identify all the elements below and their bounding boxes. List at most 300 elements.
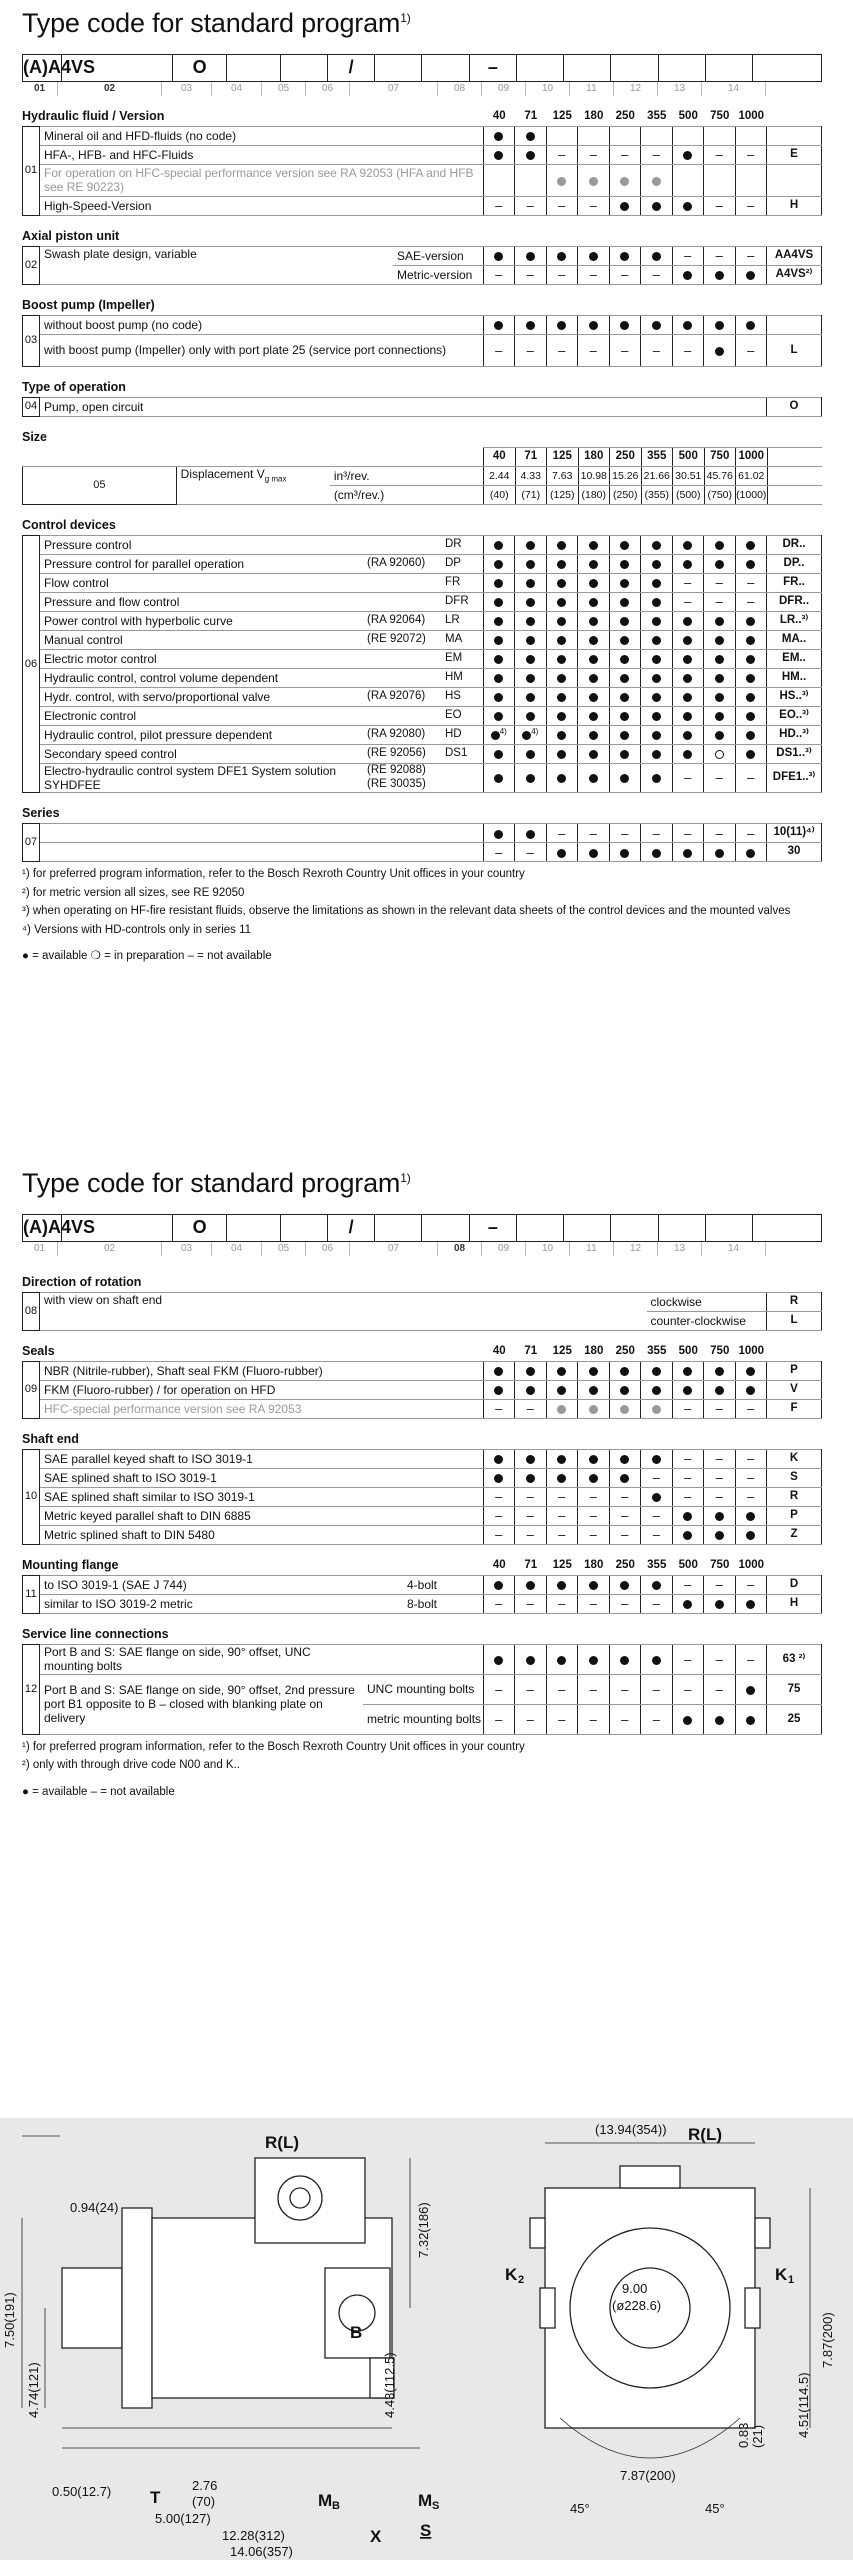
availability-cell	[609, 1575, 641, 1594]
row-description	[40, 843, 484, 862]
availability-cell: –	[578, 1594, 610, 1613]
shaft-body	[62, 2268, 122, 2348]
size-header: 125	[552, 110, 572, 123]
availability-cell	[735, 1380, 767, 1399]
availability-cell	[515, 668, 547, 687]
availability-cell: –	[704, 1399, 736, 1418]
available-dot	[526, 151, 535, 160]
row-code: L	[767, 334, 822, 366]
table-row	[23, 1487, 822, 1506]
availability-cell	[641, 1487, 673, 1506]
available-dot	[746, 1716, 755, 1725]
availability-cell	[515, 554, 547, 573]
availability-cell: –	[515, 1594, 547, 1613]
row-description: Electro-hydraulic control system DFE1 System solution SYHDFEE	[40, 763, 364, 792]
available-dot	[652, 598, 661, 607]
hydraulic-table	[22, 126, 822, 216]
code-position-numbers-2	[22, 1241, 822, 1256]
availability-cell: –	[641, 824, 673, 843]
availability-cell: –	[704, 824, 736, 843]
available-dot	[557, 712, 566, 721]
section-number: 09	[23, 1361, 40, 1418]
available-dot	[494, 1386, 503, 1395]
availability-cell	[641, 554, 673, 573]
label-rl-front: R(L)	[688, 2125, 722, 2144]
unit: (cm³/rev.)	[330, 485, 484, 504]
row-code: H	[767, 1594, 822, 1613]
port-k2	[540, 2288, 555, 2328]
available-dot	[746, 636, 755, 645]
page-1	[22, 8, 822, 964]
row-reference	[363, 535, 441, 554]
section-number: 03	[23, 315, 40, 366]
code-cell: O	[173, 54, 227, 81]
available-dot	[620, 1656, 629, 1665]
code-cell	[564, 1214, 611, 1241]
available-dot	[620, 252, 629, 261]
availability-cell	[578, 1468, 610, 1487]
availability-cell	[641, 164, 673, 196]
row-abbreviation: FR	[441, 573, 483, 592]
availability-cell	[641, 1399, 673, 1418]
available-dot	[683, 655, 692, 664]
availability-cell: –	[483, 1506, 515, 1525]
dim-474: 4.74(121)	[26, 2362, 41, 2418]
code-position: 04	[212, 82, 262, 96]
row-code: P	[767, 1361, 822, 1380]
available-dot	[494, 598, 503, 607]
available-dot	[715, 731, 724, 740]
row-description: Hydraulic control, pilot pressure dependent	[40, 725, 364, 744]
availability-cell	[735, 668, 767, 687]
axial-table	[22, 246, 822, 285]
page-title: Type code for standard program$^{1)}$	[22, 8, 411, 38]
availability-cell: –	[735, 145, 767, 164]
row-code: R	[767, 1487, 822, 1506]
available-dot	[746, 1686, 755, 1695]
footnote: ³) when operating on HF-fire resistant fluids, observe the limitations as shown in the relevant data sheets of the control devices and the mounted valves	[22, 905, 791, 918]
code-cell: –	[469, 1214, 516, 1241]
type-code-table	[22, 54, 822, 82]
available-dot	[620, 1367, 629, 1376]
available-dot	[620, 617, 629, 626]
table-row	[23, 843, 822, 862]
available-dot	[652, 541, 661, 550]
availability-cell	[515, 725, 547, 744]
table-row	[23, 554, 822, 573]
code-position: 04	[212, 1242, 262, 1256]
available-dot	[557, 579, 566, 588]
row-description: High-Speed-Version	[40, 196, 484, 215]
availability-cell: –	[483, 843, 515, 862]
size-header: 500	[678, 1345, 698, 1358]
dimension-drawing	[0, 2118, 853, 2560]
size-header: 40	[484, 447, 516, 466]
available-dot	[557, 252, 566, 261]
size-header: 750	[710, 110, 730, 123]
available-dot	[589, 1386, 598, 1395]
availability-cell	[578, 573, 610, 592]
availability-cell: –	[672, 334, 704, 366]
footnote: ²) only with through drive code N00 and K..	[22, 1759, 240, 1772]
availability-cell	[546, 630, 578, 649]
section-number: 11	[23, 1575, 40, 1613]
size-value: 2.44	[484, 466, 516, 485]
available-dot	[589, 636, 598, 645]
row-code: H	[767, 196, 822, 215]
available-dot	[652, 1367, 661, 1376]
footnote: ¹) for preferred program information, refer to the Bosch Rexroth Country Unit offices in your country	[22, 868, 525, 881]
dim-787-vertical: 7.87(200)	[820, 2312, 835, 2368]
available-dot	[652, 321, 661, 330]
available-dot	[557, 560, 566, 569]
table-row	[23, 649, 822, 668]
availability-cell: –	[735, 246, 767, 265]
availability-cell	[483, 611, 515, 630]
available-dot	[589, 1581, 598, 1590]
shaft-table	[22, 1449, 822, 1545]
available-dot	[683, 1386, 692, 1395]
availability-cell: –	[672, 1487, 704, 1506]
size-header: 500	[673, 447, 705, 466]
available-dot	[526, 1455, 535, 1464]
code-cell: /	[327, 54, 374, 81]
availability-cell	[735, 1525, 767, 1544]
code-cell: (A)A4VS	[23, 54, 62, 81]
code-cell	[375, 1214, 422, 1241]
available-dot	[557, 849, 566, 858]
dim-787-horizontal: 7.87(200)	[620, 2468, 676, 2483]
availability-cell	[641, 126, 673, 145]
availability-cell: –	[609, 1487, 641, 1506]
availability-cell	[546, 611, 578, 630]
table-row	[23, 592, 822, 611]
availability-cell: –	[735, 763, 767, 792]
code-cell	[658, 1214, 705, 1241]
available-dot	[557, 541, 566, 550]
available-dot	[746, 750, 755, 759]
row-description: HFC-special performance version see RA 92053	[40, 1399, 484, 1418]
size-header: 250	[615, 110, 635, 123]
size-header: 355	[641, 447, 673, 466]
code-position: 02	[58, 82, 162, 96]
availability-cell	[483, 1380, 515, 1399]
code-cell	[280, 1214, 327, 1241]
available-dot	[526, 750, 535, 759]
row-variant: SAE-version	[393, 246, 483, 265]
availability-cell	[641, 843, 673, 862]
availability-cell: –	[704, 1644, 736, 1674]
availability-cell	[578, 1399, 610, 1418]
available-dot	[620, 731, 629, 740]
available-dot	[652, 849, 661, 858]
row-reference: (RE 92056)	[363, 744, 441, 763]
size-header: 250	[615, 1559, 635, 1572]
availability-cell	[546, 1575, 578, 1594]
availability-cell	[735, 1361, 767, 1380]
availability-cell	[641, 1575, 673, 1594]
available-dot	[557, 731, 566, 740]
size-header: 500	[678, 1559, 698, 1572]
available-dot	[683, 1600, 692, 1609]
size-value: 7.63	[547, 466, 579, 485]
available-dot	[715, 712, 724, 721]
available-dot	[494, 750, 503, 759]
availability-cell	[483, 744, 515, 763]
code-position: 08	[438, 1242, 482, 1256]
availability-cell	[546, 164, 578, 196]
availability-cell	[578, 668, 610, 687]
size-header: 750	[710, 1345, 730, 1358]
available-dot	[746, 1386, 755, 1395]
table-row	[23, 1506, 822, 1525]
code-position: 13	[658, 1242, 702, 1256]
availability-cell	[609, 725, 641, 744]
size-header: 71	[515, 447, 547, 466]
availability-cell: –	[578, 1704, 610, 1734]
size-header: 180	[584, 1559, 604, 1572]
available-dot	[557, 693, 566, 702]
size-header: 1000	[738, 1345, 765, 1358]
availability-cell	[483, 706, 515, 725]
size-header: 355	[647, 1345, 667, 1358]
availability-cell: –	[609, 1704, 641, 1734]
availability-cell	[672, 265, 704, 284]
available-dot	[683, 560, 692, 569]
available-dot	[683, 321, 692, 330]
row-code	[767, 126, 822, 145]
available-dot	[526, 617, 535, 626]
available-dot	[620, 674, 629, 683]
dim-1394: (13.94(354))	[595, 2122, 667, 2137]
availability-cell: –	[578, 145, 610, 164]
section-seals: Seals 40 71 125 180 250 355 500 750 1000 09 NBR (Nitrile-rubber), Shaft seal FKM (Fluoro-rubber) P FKM (Fluoro-rubber) / for operation on HFD V HFC-special performance version see RA 92053 – – – – – F	[22, 1343, 822, 1419]
availability-cell	[483, 554, 515, 573]
row-abbreviation: DS1	[441, 744, 483, 763]
available-dot	[589, 849, 598, 858]
availability-cell: –	[483, 196, 515, 215]
row-label: clockwise	[647, 1292, 767, 1311]
section-series: Series 07 – – – – – – – 10(11)⁴⁾ – – 30	[22, 805, 822, 862]
section-control-devices: Control devices 06 Pressure control DR DR.. Pressure control for parallel operation (RA 92060) DP DP.. Flow control FR – – – FR.. Pressure and flow control DFR – – – DFR.. Power control with hyperbolic curve (RA 92064) LR LR..³⁾ Manual control (RE 92072) MA MA.. Electric motor control EM EM.. Hydraulic control, control volume dependent HM HM.. Hydr. control, with servo/proportional valve (RA 92076) HS HS..³⁾ Electronic control EO EO..³⁾ Hydraulic control, pilot pressure dependent (RA 92080) HD $^{4)}$ $^{4)}$ HD..³⁾ Secondary speed control (RE 92056) DS1 DS1..³⁾ Electro-hydraulic control system DFE1 System solution SYHDFEE (RE 92088) (RE 30035) – – – DFE1..³⁾	[22, 517, 822, 793]
row-abbreviation: EO	[441, 706, 483, 725]
availability-cell	[609, 196, 641, 215]
available-dot	[526, 541, 535, 550]
table-row	[23, 1525, 822, 1544]
availability-cell	[609, 706, 641, 725]
available-dot	[589, 579, 598, 588]
code-cell	[705, 1214, 752, 1241]
table-row	[23, 334, 822, 366]
available-dot	[589, 617, 598, 626]
row-reference	[363, 573, 441, 592]
availability-cell	[704, 315, 736, 334]
code-position: 01	[22, 1242, 58, 1256]
code-cell: (A)A4VS	[23, 1214, 62, 1241]
availability-cell	[735, 164, 767, 196]
availability-cell	[483, 668, 515, 687]
available-dot	[652, 674, 661, 683]
availability-cell	[641, 1644, 673, 1674]
row-code: P	[767, 1506, 822, 1525]
availability-cell	[483, 573, 515, 592]
footnote: ¹) for preferred program information, refer to the Bosch Rexroth Country Unit offices in your country	[22, 1740, 525, 1753]
available-dot	[715, 655, 724, 664]
available-dot	[683, 541, 692, 550]
available-dot	[715, 541, 724, 550]
availability-cell: –	[735, 1575, 767, 1594]
page-title-2: Type code for standard program$^{1)}$	[22, 1168, 411, 1198]
availability-cell	[546, 126, 578, 145]
dim-050: 0.50(12.7)	[52, 2484, 112, 2499]
port-right-top	[755, 2218, 770, 2248]
size-header: 71	[524, 110, 538, 123]
availability-cell	[515, 535, 547, 554]
availability-cell	[735, 630, 767, 649]
availability-cell: –	[641, 334, 673, 366]
available-dot	[652, 1455, 661, 1464]
availability-cell: –	[735, 1487, 767, 1506]
size-value: 21.66	[641, 466, 673, 485]
availability-cell: –	[672, 592, 704, 611]
available-dot	[746, 849, 755, 858]
availability-cell: –	[546, 145, 578, 164]
availability-cell: –	[735, 334, 767, 366]
row-abbreviation: HD	[441, 725, 483, 744]
row-description: Port B and S: SAE flange on side, 90° offset, UNC mounting bolts	[40, 1644, 364, 1674]
available-dot	[746, 655, 755, 664]
availability-cell	[735, 315, 767, 334]
row-label: UNC mounting bolts	[363, 1674, 483, 1704]
row-abbreviation: HS	[441, 687, 483, 706]
available-dot	[746, 674, 755, 683]
dim-276: 2.76	[192, 2478, 218, 2493]
size-header: 500	[678, 110, 698, 123]
table-row	[23, 744, 822, 763]
availability-cell: –	[578, 1674, 610, 1704]
dim-2286: (ø228.6)	[612, 2298, 662, 2313]
availability-cell	[672, 1704, 704, 1734]
available-dot	[652, 617, 661, 626]
blank	[767, 466, 822, 485]
availability-cell	[641, 687, 673, 706]
size-header: 125	[552, 1559, 572, 1572]
section-boost-pump: Boost pump (Impeller) 03 without boost pump (no code) with boost pump (Impeller) only with port plate 25 (service port connections) – – – – – – – – L	[22, 297, 822, 367]
grey-dot	[652, 1405, 661, 1414]
available-dot	[494, 1656, 503, 1665]
size-value: (500)	[673, 485, 705, 504]
availability-cell	[672, 554, 704, 573]
table-row	[23, 535, 822, 554]
availability-cell: –	[672, 573, 704, 592]
availability-cell	[672, 1380, 704, 1399]
code-position: 05	[262, 82, 306, 96]
row-reference: (RA 92076)	[363, 687, 441, 706]
available-dot	[526, 321, 535, 330]
grey-dot	[620, 177, 629, 186]
blank	[23, 447, 484, 466]
availability-cell: –	[578, 1506, 610, 1525]
code-cell	[564, 54, 611, 81]
availability-cell	[672, 164, 704, 196]
availability-cell: –	[672, 246, 704, 265]
availability-cell	[483, 126, 515, 145]
availability-cell	[483, 630, 515, 649]
availability-cell	[641, 1380, 673, 1399]
availability-cell: –	[578, 334, 610, 366]
available-dot	[683, 849, 692, 858]
availability-cell	[704, 630, 736, 649]
row-description: Electronic control	[40, 706, 364, 725]
availability-cell	[641, 1449, 673, 1468]
availability-cell	[515, 706, 547, 725]
row-description: with boost pump (Impeller) only with port plate 25 (service port connections)	[40, 334, 484, 366]
available-dot	[494, 774, 503, 783]
label-ms-sub: S	[432, 2500, 440, 2512]
size-value: (40)	[484, 485, 516, 504]
availability-cell	[515, 1575, 547, 1594]
availability-cell: –	[483, 1399, 515, 1418]
availability-cell: –	[546, 1525, 578, 1544]
availability-cell	[515, 1449, 547, 1468]
row-reference: (RA 92064)	[363, 611, 441, 630]
available-dot	[746, 617, 755, 626]
available-dot	[620, 1455, 629, 1464]
availability-cell	[609, 554, 641, 573]
row-description: similar to ISO 3019-2 metric	[40, 1594, 404, 1613]
table-row	[23, 1361, 822, 1380]
availability-cell	[704, 1506, 736, 1525]
availability-cell	[704, 725, 736, 744]
row-description: without boost pump (no code)	[40, 315, 484, 334]
page-2	[22, 1168, 822, 1799]
available-dot	[683, 712, 692, 721]
availability-cell	[735, 843, 767, 862]
row-description: with view on shaft end	[40, 1292, 647, 1330]
availability-cell	[672, 687, 704, 706]
row-description: Metric keyed parallel shaft to DIN 6885	[40, 1506, 484, 1525]
availability-cell: –	[609, 1594, 641, 1613]
available-dot	[494, 151, 503, 160]
availability-cell	[672, 630, 704, 649]
available-dot	[715, 347, 724, 356]
available-dot	[652, 750, 661, 759]
label-k2-sub: 2	[518, 2274, 525, 2286]
availability-cell	[483, 763, 515, 792]
row-description: Hydraulic control, control volume dependent	[40, 668, 364, 687]
availability-cell	[515, 1468, 547, 1487]
row-description: HFA-, HFB- and HFC-Fluids	[40, 145, 484, 164]
availability-cell: –	[735, 573, 767, 592]
availability-cell: –	[672, 824, 704, 843]
size-header: 250	[610, 447, 642, 466]
available-dot	[715, 1716, 724, 1725]
availability-cell	[578, 1449, 610, 1468]
dim-094: 0.94(24)	[70, 2200, 119, 2215]
availability-cell	[735, 687, 767, 706]
available-dot	[557, 598, 566, 607]
table-row	[23, 1575, 822, 1594]
size-header: 1000	[738, 1559, 765, 1572]
table-row	[23, 1594, 822, 1613]
code-position: 01	[22, 82, 58, 96]
availability-cell: –	[672, 1575, 704, 1594]
available-dot	[620, 849, 629, 858]
available-dot	[526, 560, 535, 569]
availability-cell	[483, 1575, 515, 1594]
availability-cell	[546, 668, 578, 687]
label-k2: K	[505, 2265, 518, 2284]
